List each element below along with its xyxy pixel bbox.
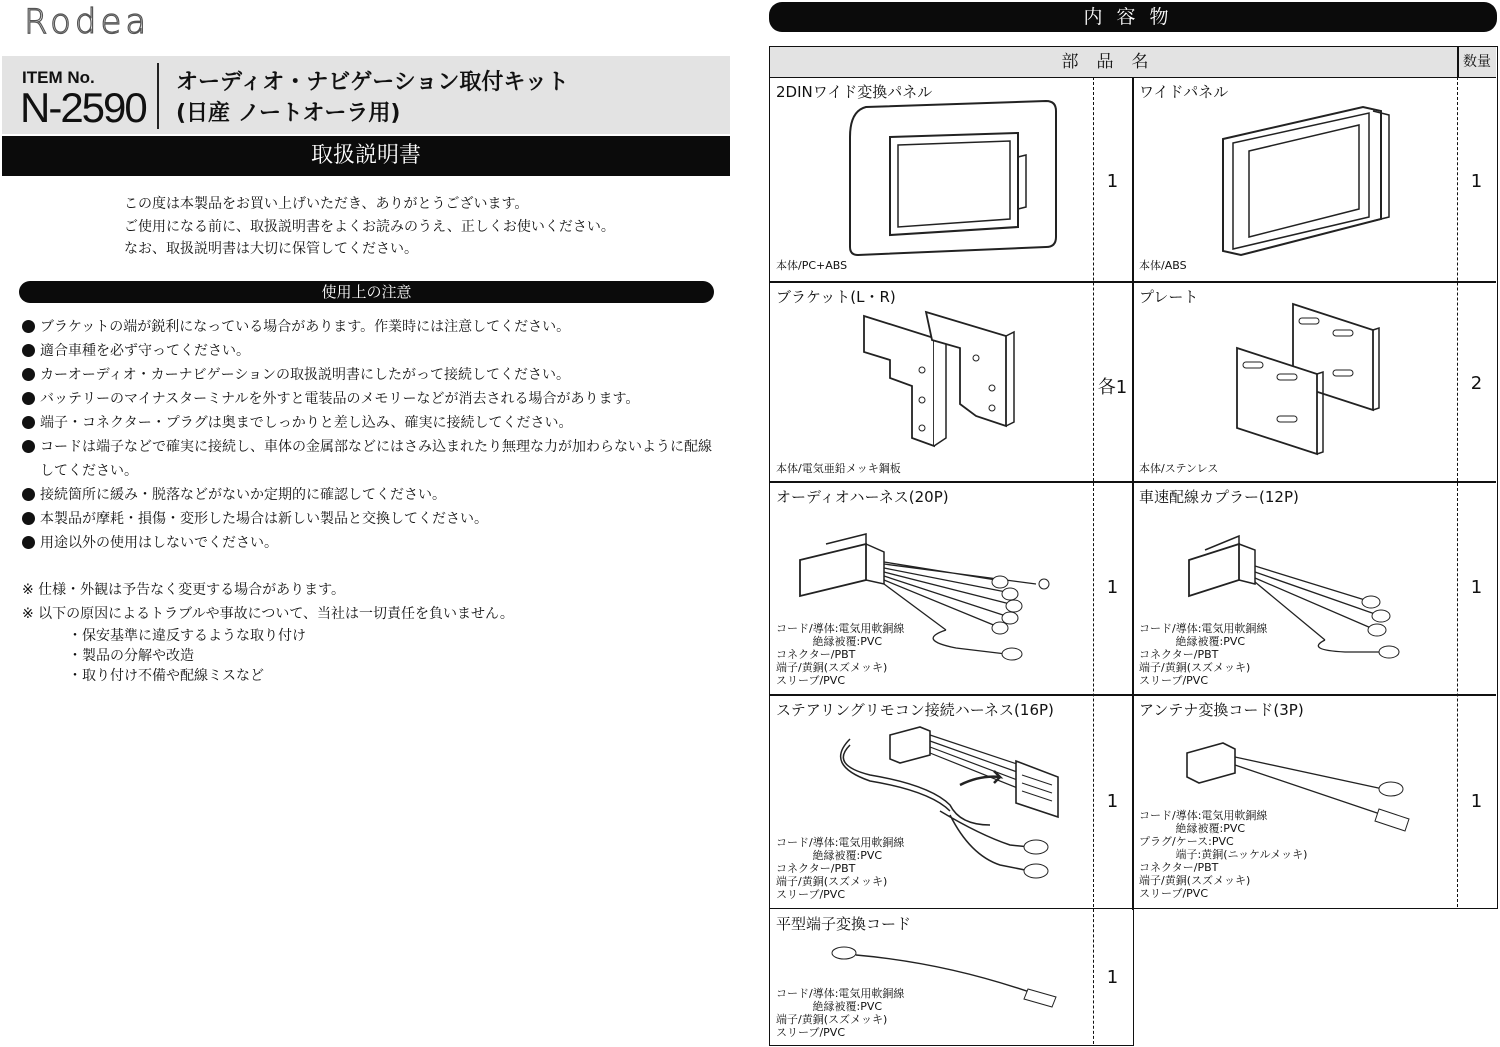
caution-item: バッテリーのマイナスターミナルを外すと電装品のメモリーなどが消去される場合があります。 <box>22 387 722 411</box>
caution-item: コードは端子などで確実に接続し、車体の金属部などにはさみ込まれたり無理な力が加わらないように配線してください。 <box>22 435 722 483</box>
product-title <box>176 67 569 129</box>
bullet-icon <box>22 344 35 357</box>
part-name: ブラケット(L・R) <box>776 288 896 306</box>
part-name: ステアリングリモコン接続ハーネス(16P) <box>776 701 1054 719</box>
note-cause: ・取り付け不備や配線ミスなど <box>68 668 264 684</box>
part-qty: 1 <box>1470 577 1483 598</box>
part-qty: 1 <box>1106 171 1119 192</box>
part-qty: 1 <box>1470 171 1483 192</box>
bullet-icon <box>22 416 35 429</box>
bullet-icon <box>22 440 35 453</box>
brand-logo: Rodea <box>24 2 151 42</box>
part-cell <box>1133 77 1457 281</box>
part-name: アンテナ変換コード(3P) <box>1139 701 1304 719</box>
part-spec: 本体/ABS <box>1139 259 1187 272</box>
bullet-icon <box>22 512 35 525</box>
intro-line: この度は本製品をお買い上げいただき、ありがとうございます。 <box>124 196 529 212</box>
caution-item: 端子・コネクター・プラグは奥までしっかりと差し込み、確実に接続してください。 <box>22 411 722 435</box>
part-spec: コード/導体:電気用軟銅線 絶縁被覆:PVC コネクター/PBT 端子/黄銅(スズメッキ) スリーブ/PVC <box>776 836 905 901</box>
wide-conversion-panel-illustration <box>846 97 1066 262</box>
caution-item: カーオーディオ・カーナビゲーションの取扱説明書にしたがって接続してください。 <box>22 363 722 387</box>
part-spec: コード/導体:電気用軟銅線 絶縁被覆:PVC プラグ/ケース:PVC 端子:黄銅(ニッケルメッキ) コネクター/PBT 端子/黄銅(スズメッキ) スリーブ/PVC <box>1139 809 1308 900</box>
bullet-icon <box>22 320 35 333</box>
part-name: ワイドパネル <box>1139 83 1229 101</box>
part-qty: 1 <box>1106 967 1119 988</box>
part-name: 平型端子変換コード <box>776 915 912 933</box>
part-cell <box>769 908 1134 1046</box>
part-cell <box>770 695 1093 908</box>
part-spec: 本体/ステンレス <box>1139 462 1219 475</box>
part-cell <box>770 482 1093 694</box>
part-cell <box>770 77 1093 281</box>
part-cell <box>1133 482 1457 694</box>
part-spec: コード/導体:電気用軟銅線 絶縁被覆:PVC コネクター/PBT 端子/黄銅(スズメッキ) スリーブ/PVC <box>776 622 905 687</box>
part-qty: 1 <box>1106 577 1119 598</box>
item-number-label: ITEM No. <box>22 68 95 87</box>
note-liability: ※ 以下の原因によるトラブルや事故について、当社は一切責任を負いません。 <box>22 606 514 622</box>
caution-item: 接続箇所に緩み・脱落などがないか定期的に確認してください。 <box>22 483 722 507</box>
contents-heading: 内容物 <box>769 2 1497 32</box>
caution-item: ブラケットの端が鋭利になっている場合があります。作業時には注意してください。 <box>22 315 722 339</box>
note-cause: ・製品の分解や改造 <box>68 648 194 664</box>
caution-item: 本製品が摩耗・損傷・変形した場合は新しい製品と交換してください。 <box>22 507 722 531</box>
part-spec: コード/導体:電気用軟銅線 絶縁被覆:PVC 端子/黄銅(スズメッキ) スリーブ/PVC <box>776 987 905 1039</box>
bullet-icon <box>22 536 35 549</box>
part-qty: 1 <box>1106 791 1119 812</box>
part-cell <box>770 282 1093 481</box>
column-header-qty: 数量 <box>1463 54 1491 70</box>
part-spec: 本体/PC+ABS <box>776 259 848 272</box>
qty-divider <box>1093 77 1094 907</box>
note-spec-change: ※ 仕様・外観は予告なく変更する場合があります。 <box>22 582 346 598</box>
header-divider <box>157 63 159 129</box>
caution-heading: 使用上の注意 <box>19 281 714 303</box>
part-qty: 各1 <box>1097 377 1128 398</box>
intro-line: なお、取扱説明書は大切に保管してください。 <box>124 241 418 257</box>
item-number: N-2590 <box>20 84 146 131</box>
part-name: 車速配線カプラー(12P) <box>1139 488 1299 506</box>
part-qty: 1 <box>1470 791 1483 812</box>
manual-title-bar: 取扱説明書 <box>2 136 730 176</box>
parts-table <box>769 46 1498 909</box>
product-title-line2: (日産 ノートオーラ用) <box>176 101 401 126</box>
qty-divider <box>1457 77 1458 907</box>
caution-list <box>22 315 722 555</box>
bullet-icon <box>22 392 35 405</box>
part-cell <box>1133 695 1457 908</box>
part-spec: コード/導体:電気用軟銅線 絶縁被覆:PVC コネクター/PBT 端子/黄銅(スズメッキ) スリーブ/PVC <box>1139 622 1268 687</box>
bullet-icon <box>22 488 35 501</box>
bullet-icon <box>22 368 35 381</box>
intro-line: ご使用になる前に、取扱説明書をよくお読みのうえ、正しくお使いください。 <box>124 218 615 235</box>
part-cell <box>1133 282 1457 481</box>
caution-item: 適合車種を必ず守ってください。 <box>22 339 722 363</box>
part-qty: 2 <box>1470 373 1483 394</box>
notes <box>22 578 514 686</box>
bracket-illustration <box>856 308 1026 458</box>
header-divider <box>1457 47 1459 77</box>
intro-text <box>124 193 615 261</box>
plate-illustration <box>1233 300 1393 465</box>
note-cause: ・保安基準に違反するような取り付け <box>68 628 306 644</box>
caution-item: 用途以外の使用はしないでください。 <box>22 531 722 555</box>
wide-panel-illustration <box>1213 99 1403 259</box>
part-name: 2DINワイド変換パネル <box>776 83 933 101</box>
part-name: オーディオハーネス(20P) <box>776 488 949 506</box>
part-spec: 本体/電気亜鉛メッキ鋼板 <box>776 462 901 475</box>
product-title-line1: オーディオ・ナビゲーション取付キット <box>176 70 569 95</box>
part-name: プレート <box>1139 288 1199 306</box>
column-header-name: 部品名 <box>1061 52 1167 72</box>
